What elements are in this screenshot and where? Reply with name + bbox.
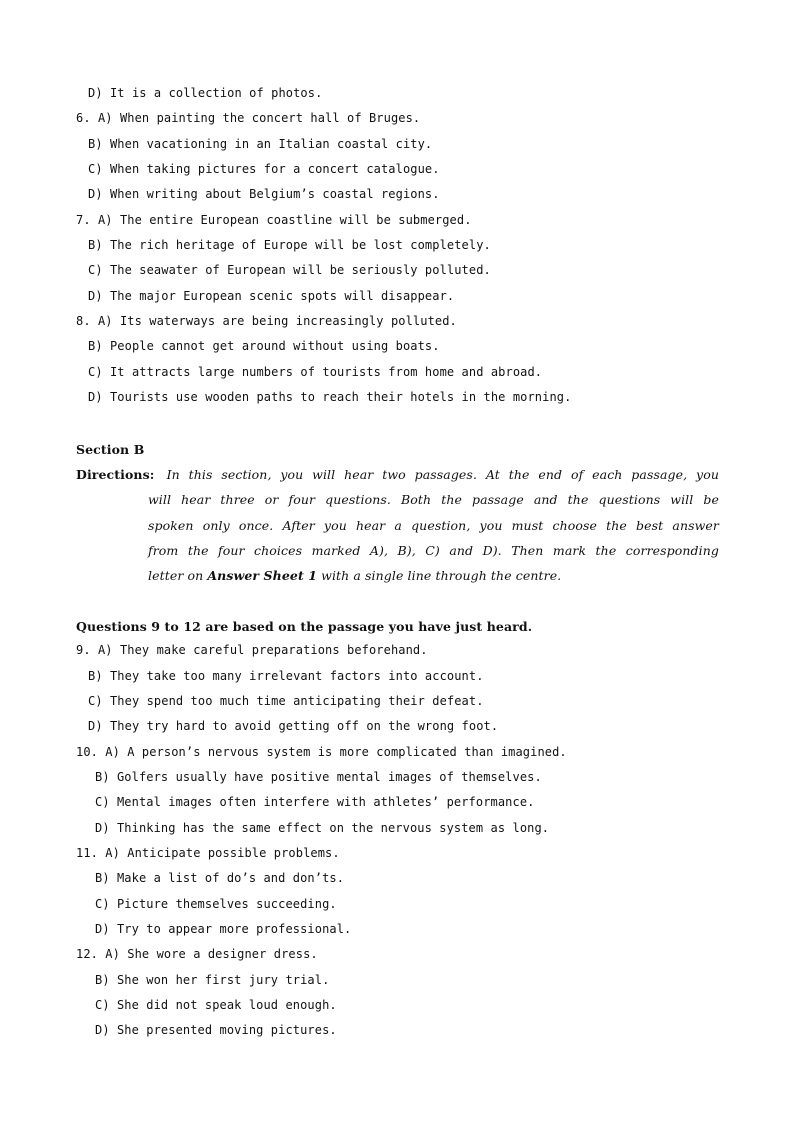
directions-label: Directions:	[76, 467, 155, 482]
q11-option-d: D) Try to appear more professional.	[95, 922, 352, 936]
q9-option-b: B) They take too many irrelevant factors into account.	[88, 669, 484, 683]
q11-option-c: C) Picture themselves succeeding.	[95, 897, 337, 911]
q8-option-d: D) Tourists use wooden paths to reach their hotels in the morning.	[88, 390, 572, 404]
q12-option-a: 12. A) She wore a designer dress.	[76, 947, 318, 961]
q12-option-c: C) She did not speak loud enough.	[95, 998, 337, 1012]
directions-line-5: letter on Answer Sheet 1 with a single line through the centre.	[148, 568, 562, 583]
answer-sheet-ref: Answer Sheet 1	[207, 568, 318, 583]
q12-option-b: B) She won her first jury trial.	[95, 973, 330, 987]
q6-option-c: C) When taking pictures for a concert catalogue.	[88, 162, 440, 176]
q10-option-a: 10. A) A person’s nervous system is more complicated than imagined.	[76, 745, 567, 759]
q11-option-b: B) Make a list of do’s and don’ts.	[95, 871, 345, 885]
q8-option-c: C) It attracts large numbers of tourists from home and abroad.	[88, 365, 543, 379]
directions-line-2: will hear three or four questions. Both the passage and the questions will be	[148, 492, 719, 507]
question-group-heading: Questions 9 to 12 are based on the passage you have just heard.	[76, 619, 533, 634]
q11-option-a: 11. A) Anticipate possible problems.	[76, 846, 340, 860]
q10-option-b: B) Golfers usually have positive mental images of themselves.	[95, 770, 542, 784]
q7-option-d: D) The major European scenic spots will disappear.	[88, 289, 455, 303]
q8-option-b: B) People cannot get around without using boats.	[88, 339, 440, 353]
q9-option-c: C) They spend too much time anticipating their defeat.	[88, 694, 484, 708]
q10-option-c: C) Mental images often interfere with athletes’ performance.	[95, 795, 535, 809]
directions-line-1: In this section, you will hear two passages. At the end of each passage, you	[166, 467, 719, 482]
q6-option-d: D) When writing about Belgium’s coastal regions.	[88, 187, 440, 201]
directions-line-3: spoken only once. After you hear a question, you must choose the best answer	[148, 518, 719, 533]
q10-option-d: D) Thinking has the same effect on the nervous system as long.	[95, 821, 550, 835]
q12-option-d: D) She presented moving pictures.	[95, 1023, 337, 1037]
q6-option-a: 6. A) When painting the concert hall of Bruges.	[76, 111, 421, 125]
section-title: Section B	[76, 442, 145, 457]
q7-option-c: C) The seawater of European will be seriously polluted.	[88, 263, 491, 277]
q8-option-a: 8. A) Its waterways are being increasingly polluted.	[76, 314, 457, 328]
q6-option-b: B) When vacationing in an Italian coastal city.	[88, 137, 433, 151]
q9-option-d: D) They try hard to avoid getting off on the wrong foot.	[88, 719, 499, 733]
q5-option-d: D) It is a collection of photos.	[88, 86, 323, 100]
q7-option-a: 7. A) The entire European coastline will be submerged.	[76, 213, 472, 227]
directions-line-4: from the four choices marked A), B), C) and D). Then mark the corresponding	[148, 543, 719, 558]
q9-option-a: 9. A) They make careful preparations beforehand.	[76, 643, 428, 657]
q7-option-b: B) The rich heritage of Europe will be lost completely.	[88, 238, 491, 252]
